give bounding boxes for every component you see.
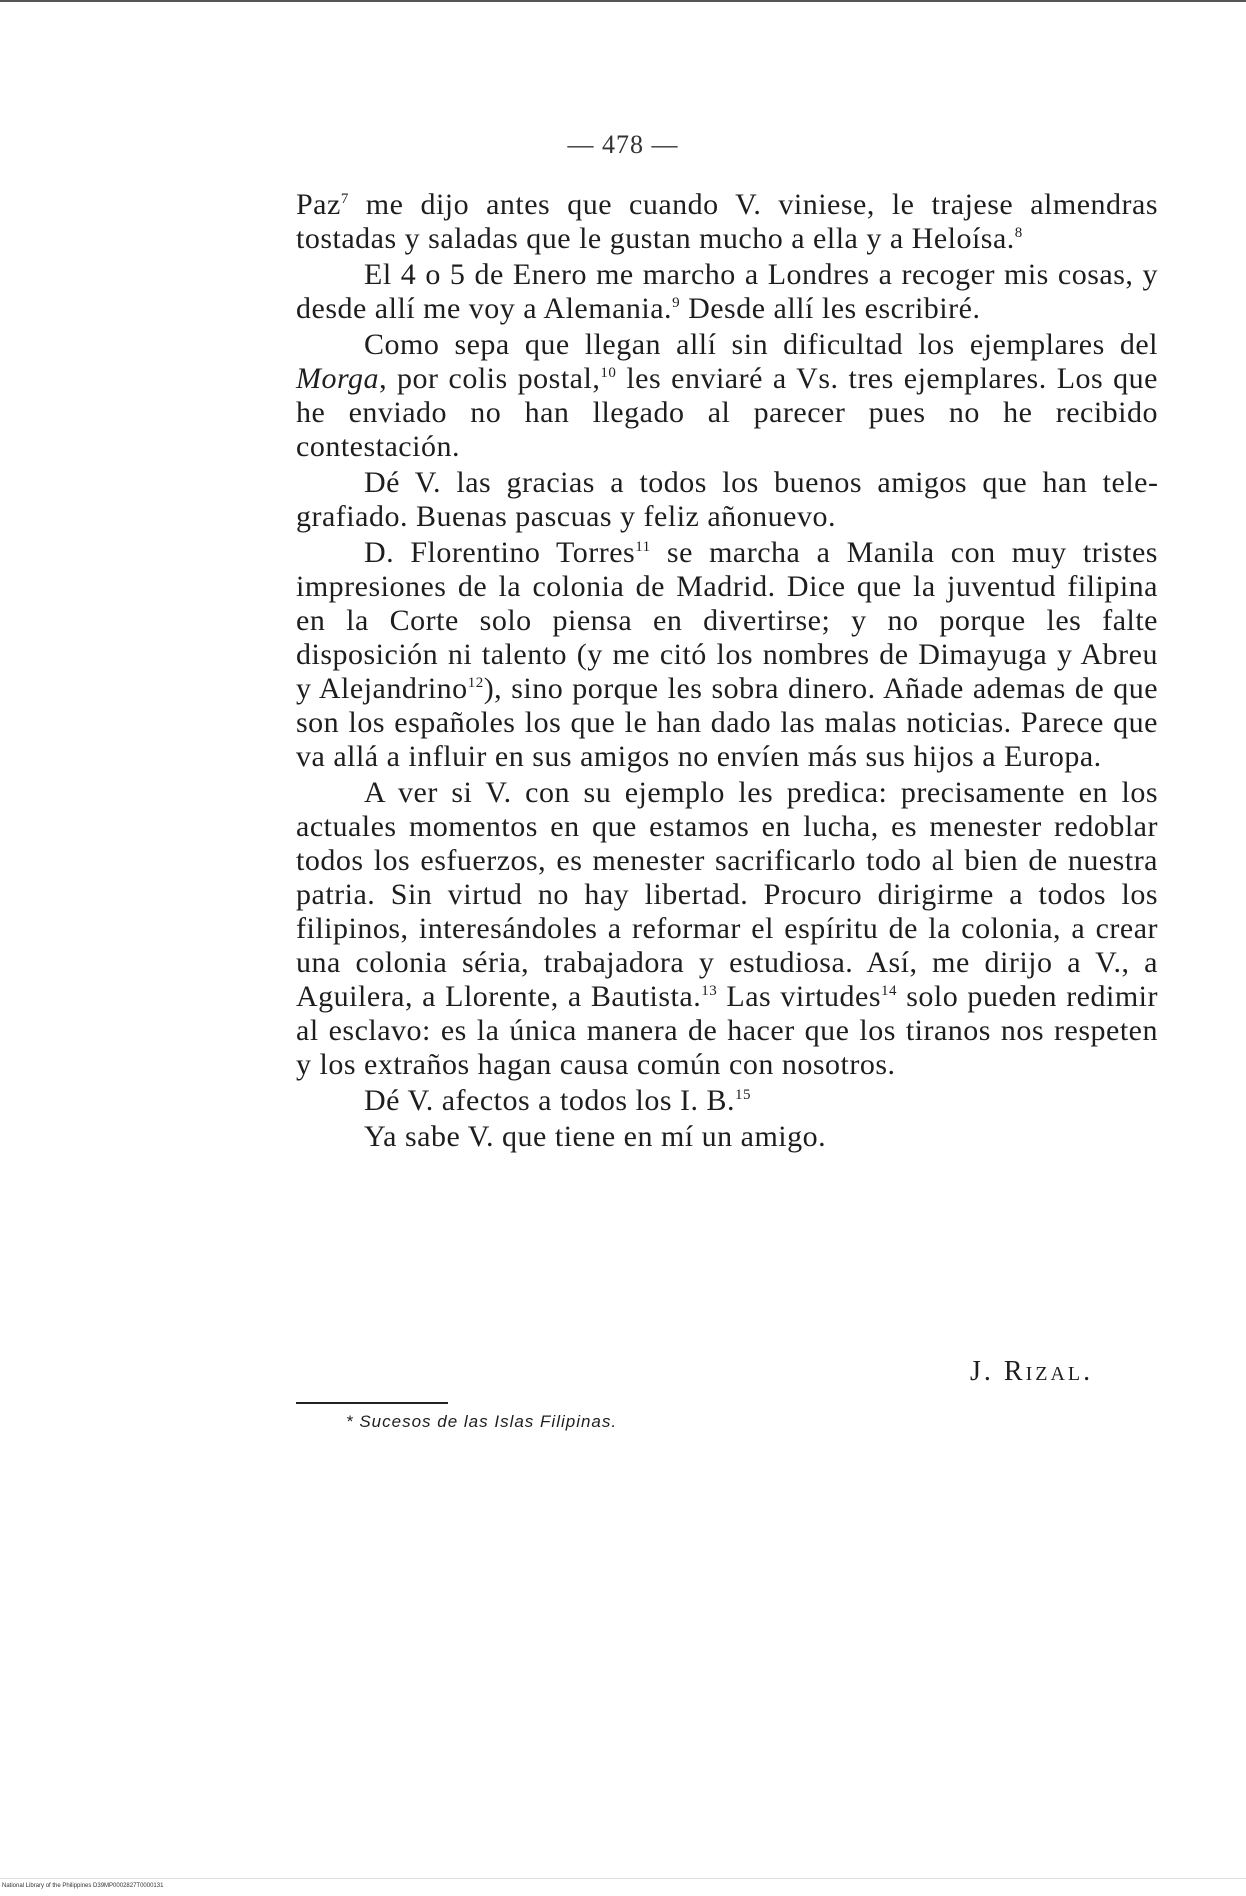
paragraph: D. Florentino Torres$^{11}$ se marcha a Manila con muy tristes impresiones de la colonia de Madrid. Dice que la juventud filipina en la Corte solo piensa en divertirse; y no porque les falte disposición ni talento (y me citó los nombres de Dimayuga y Abreu y Alejandrino$^{12}$), sino porque les sobra dinero. Añade ademas de que son los españoles los que le han dado las malas noticias. Parece que va allá a influir en sus amigos no envíen más sus hijos a Europa. xyxy=(296,536,1159,773)
footnote: * Sucesos de las Islas Filipinas. xyxy=(346,1412,618,1431)
page-number: — 478 — xyxy=(567,130,679,159)
paragraph: Ya sabe V. que tiene en mí un amigo. xyxy=(364,1120,827,1153)
letter-body xyxy=(296,188,1158,1156)
page-top-edge xyxy=(0,0,1246,2)
bottom-divider xyxy=(0,1878,1246,1879)
signature: J. Rizal. xyxy=(970,1356,1094,1387)
paragraph: Como sepa que llegan allí sin dificultad los ejemplares del Morga, por colis postal,$^{10}$ les enviaré a Vs. tres ejemplares. Los que he enviado no han llegado al parecer pues no he recibido contestación. xyxy=(296,328,1159,463)
paragraph: A ver si V. con su ejemplo les predica: precisamente en los actuales momentos en que estamos en lucha, es menester redoblar todos los esfuerzos, es menester sacrificarlo todo al bien de nuestra patria. Sin virtud no hay libertad. Procuro dirigirme a todos los filipinos, interesándoles a reformar el espíritu de la colonia, a crear una colonia séria, trabajadora y estudiosa. Así, me dirijo a V., a Aguilera, a Llorente, a Bautista.$^{13}$ Las virtudes$^{14}$ solo pueden redimir al esclavo: es la única manera de hacer que los tiranos nos respeten y los extraños hagan causa común con nosotros. xyxy=(296,776,1158,1081)
footnote-divider xyxy=(296,1402,448,1404)
paragraph: Dé V. las gracias a todos los buenos amigos que han telegrafiado. Buenas pascuas y feliz añonuevo. xyxy=(296,466,1158,533)
paragraph: El 4 o 5 de Enero me marcho a Londres a recoger mis cosas, y desde allí me voy a Alemania.$^9$ Desde allí les escribiré. xyxy=(296,258,1158,325)
paragraph: Dé V. afectos a todos los I. B.$^{15}$ xyxy=(364,1084,752,1117)
paragraph: Paz$^7$ me dijo antes que cuando V. viniese, le trajese almendras tostadas y saladas que le gustan mucho a ella y a Heloísa.$^8$ xyxy=(296,188,1158,255)
scan-credit: National Library of the Philippines D39MP0002827T0000131 xyxy=(2,1883,164,1889)
